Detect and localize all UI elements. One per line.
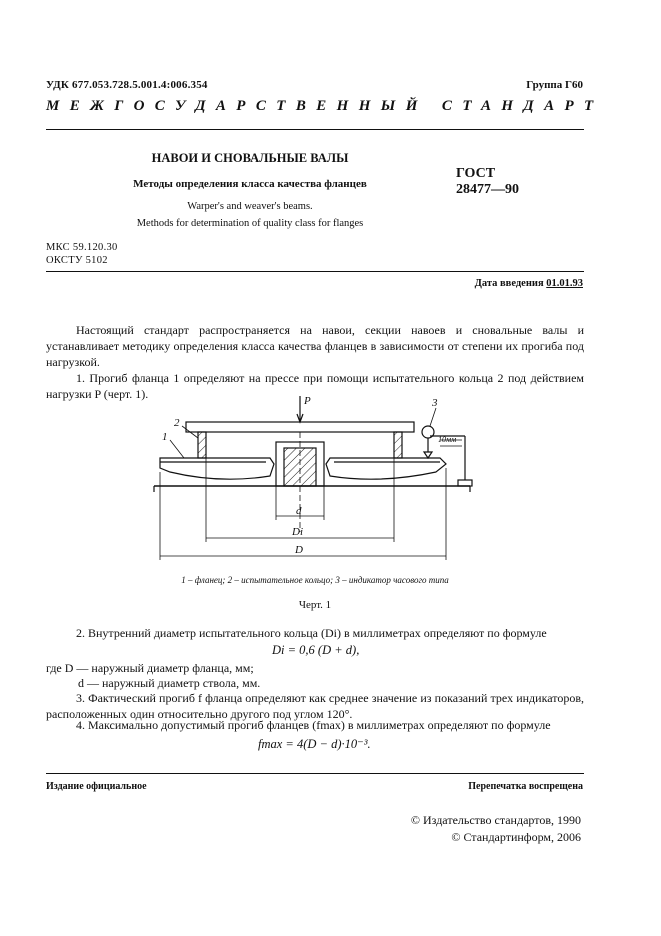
group-code: Группа Г60: [526, 79, 583, 91]
mks-code: МКС 59.120.30: [46, 242, 118, 253]
intro-date: [475, 278, 583, 289]
english-subtitle: Methods for determination of quality class for flanges: [136, 218, 364, 229]
udk-code: УДК 677.053.728.5.001.4:006.354: [46, 79, 208, 91]
formula-di: Di = 0,6 (D + d),: [272, 643, 360, 657]
figure-label-d: d: [296, 505, 302, 517]
paragraph-4: 4. Максимально допустимый прогиб фланцев (fmax) в миллиметрах определяют по формуле: [76, 718, 551, 732]
where-small-d: d — наружный диаметр ствола, мм.: [78, 676, 261, 690]
edition-note: Издание официальное: [46, 781, 147, 792]
document-title: НАВОИ И СНОВАЛЬНЫЕ ВАЛЫ: [151, 151, 349, 165]
intro-paragraph: Настоящий стандарт распространяется на навои, секции навоев и сновальные валы и устанавливает методику определения класса качества фланцев в зависимости от степени их прогиба под нагрузкой.: [46, 323, 584, 369]
document-subtitle: Методы определения класса качества фланцев: [133, 178, 367, 190]
intro-date-value: 01.01.93: [546, 278, 583, 289]
figure-label-p: P: [304, 395, 311, 407]
copyright-2: © Стандартинформ, 2006: [451, 830, 581, 844]
footer-rule: [46, 773, 584, 774]
dial-indicator: [422, 426, 434, 438]
figure-label-2: 2: [174, 417, 180, 429]
test-ring-left: [198, 432, 206, 458]
gost-number: 28477—90: [456, 182, 519, 197]
figure-label-1: 1: [162, 431, 168, 443]
title-rule: [46, 271, 584, 272]
english-title: Warper's and weaver's beams.: [187, 201, 313, 212]
figure-1: [140, 392, 490, 572]
paragraph-2: 2. Внутренний диаметр испытательного кольца (Di) в миллиметрах определяют по формуле: [76, 626, 547, 640]
figure-caption: 1 – фланец; 2 – испытательное кольцо; 3 – индикатор часового типа: [181, 575, 449, 585]
figure-label-10mm: 10мм: [438, 435, 457, 444]
okstu-code: ОКСТУ 5102: [46, 255, 108, 266]
figure-label-3: 3: [432, 397, 438, 409]
gost-label: ГОСТ: [456, 166, 496, 181]
indicator-base: [458, 480, 472, 486]
intro-date-label: Дата введения: [474, 278, 544, 289]
test-ring-right: [394, 432, 402, 458]
paragraph-1: 1. Прогиб фланца 1 определяют на прессе при помощи испытательного кольца 2 под действием нагрузки P (черт. 1).: [46, 371, 584, 401]
reprint-note: Перепечатка воспрещена: [468, 781, 583, 792]
gost-block: [456, 166, 519, 198]
formula-fmax: fmax = 4(D − d)·10⁻³.: [258, 737, 371, 751]
figure-label: Черт. 1: [298, 599, 332, 611]
flange-left: [160, 458, 274, 479]
figure-label-big-d: D: [295, 544, 303, 556]
paragraph-3: 3. Фактический прогиб f фланца определяют как среднее значение из показаний трех индикаторов, расположенных один относительно другого под углом 120°.: [46, 691, 584, 721]
header-rule: [46, 129, 584, 130]
classification-codes: [46, 241, 118, 267]
figure-label-di: Di: [292, 526, 303, 538]
copyright-1: © Издательство стандартов, 1990: [410, 813, 581, 827]
where-d: где D — наружный диаметр фланца, мм;: [46, 661, 254, 675]
flange-right: [326, 458, 446, 479]
standard-banner: МЕЖГОСУДАРСТВЕННЫЙ СТАНДАРТ: [46, 98, 604, 114]
